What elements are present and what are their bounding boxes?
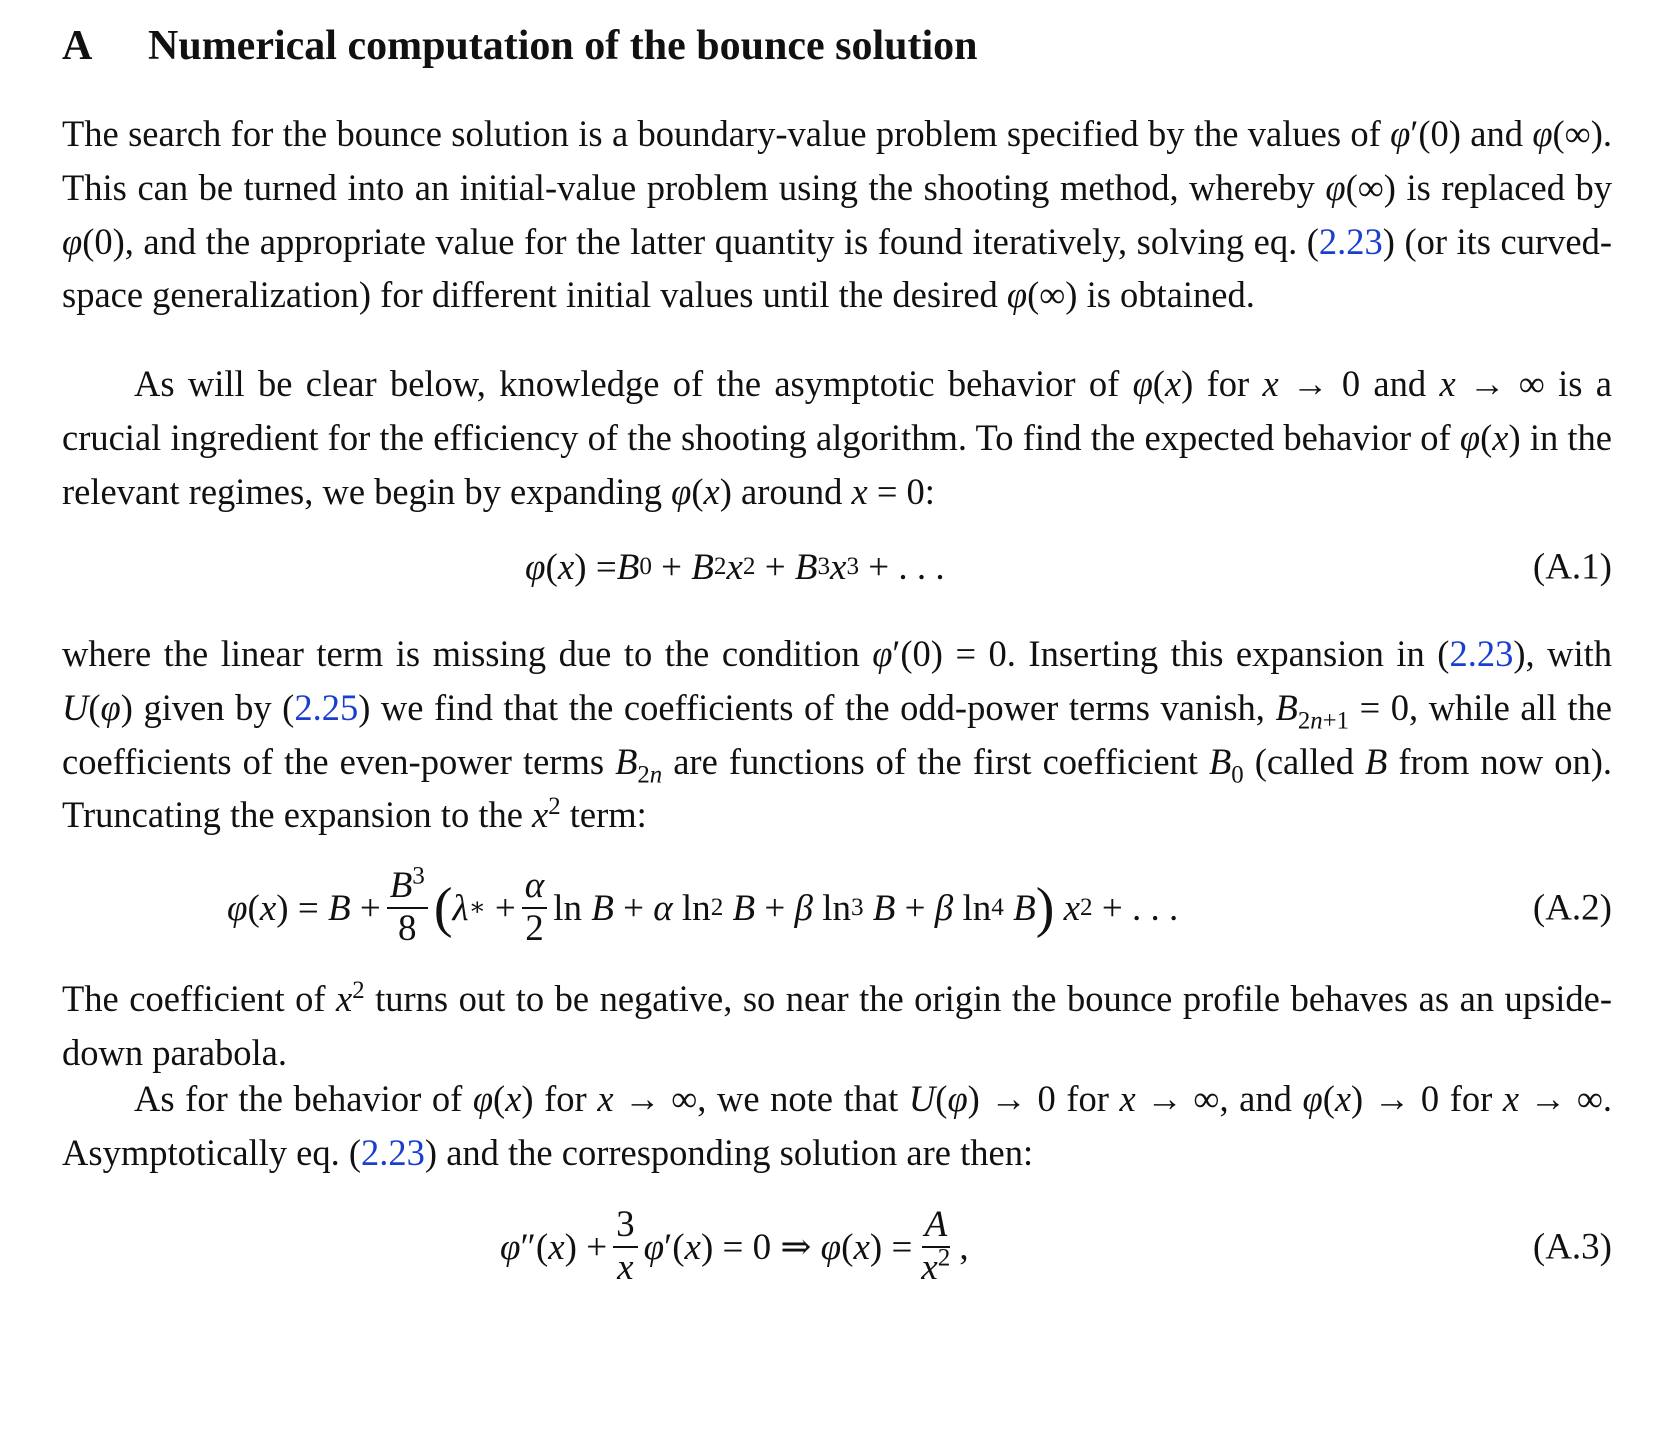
equation-a3 [62,1192,1612,1302]
section-number: A [62,23,93,69]
paragraph-1: The search for the bounce solution is a boundary-value problem specified by the values of φ′(0) and φ(∞). This can be turned into an initial-value problem using the shooting method, whereby φ(∞) is replaced by φ(0), and the appropriate value for the latter quantity is found iteratively, solving eq. (2.23) (or its curved-space generalization) for different initial values until the desired φ(∞) is obtained. [62,113,1612,316]
fraction-a-over-x2: $\frac{A}{x^2}$ [921,1204,951,1288]
equation-a1-tag: (A.1) [1532,546,1612,588]
ref-2-23[interactable]: 2.23 [1449,633,1514,674]
section-heading [62,22,978,70]
equation-a3-tag: (A.3) [1532,1226,1612,1268]
paragraph-5: As for the behavior of φ(x) for x → ∞, we note that U(φ) → 0 for x → ∞, and φ(x) → 0 for x → ∞. Asymptotically eq. (2.23) and the corresponding solution are then: [62,1078,1612,1173]
equation-a3-body: φ ″( x ) + $\frac{3}{x}$ φ ′( x ) = 0 ⇒ φ ( x ) = $\frac{A}{x^2}$ , [500,1204,969,1288]
paragraph-4: The coefficient of $x^2$ turns out to be negative, so near the origin the bounce profile behaves as an upside-down parabola. [62,976,1612,1073]
fraction-3-over-x: $\frac{3}{x}$ [613,1205,638,1288]
paragraph-2: As will be clear below, knowledge of the asymptotic behavior of φ(x) for x → 0 and x → ∞ is a crucial ingredient for the efficiency of the shooting algorithm. To find the expected behavior of φ(x) in the relevant regimes, we begin by expanding φ(x) around x = 0: [62,363,1612,512]
fraction-alpha-over-2: $\frac{\alpha}{2}$ [522,866,547,949]
equation-a1-body: φ ( x ) = B 0 + B 2 x 2 + B 3 x 3 + . . . [525,546,945,588]
equation-a2-tag: (A.2) [1532,887,1612,929]
section-title: Numerical computation of the bounce solution [148,23,978,69]
fraction-b3-over-8: $\frac{B^3}{8}$ [387,866,428,949]
equation-a2 [62,858,1612,958]
ref-2-25[interactable]: 2.25 [294,686,359,728]
paragraph-3: where the linear term is missing due to the condition φ′(0) = 0. Inserting this expansion in (2.23), with U(φ) given by (2.25) we find that the coefficients of the odd-power terms vanish, $B_{2n+1} = 0$, while all the coefficients of the even-power terms $B_{2n}$ are functions of the first coefficient $B_0$ (called B from now on). Truncating the expansion to the $x^2$ term: [62,633,1613,836]
equation-a1 [62,522,1612,612]
equation-a2-body: φ ( x ) = B + $\frac{B^3}{8}$ ( λ ∗ + $\frac{\alpha}{2}$ ln B + α ln 2 B + β ln 3 B + β ln 4 B ) x 2 + . . . [227,862,1179,949]
ref-2-23[interactable]: 2.23 [1318,220,1383,262]
ref-2-23[interactable]: 2.23 [361,1131,425,1173]
